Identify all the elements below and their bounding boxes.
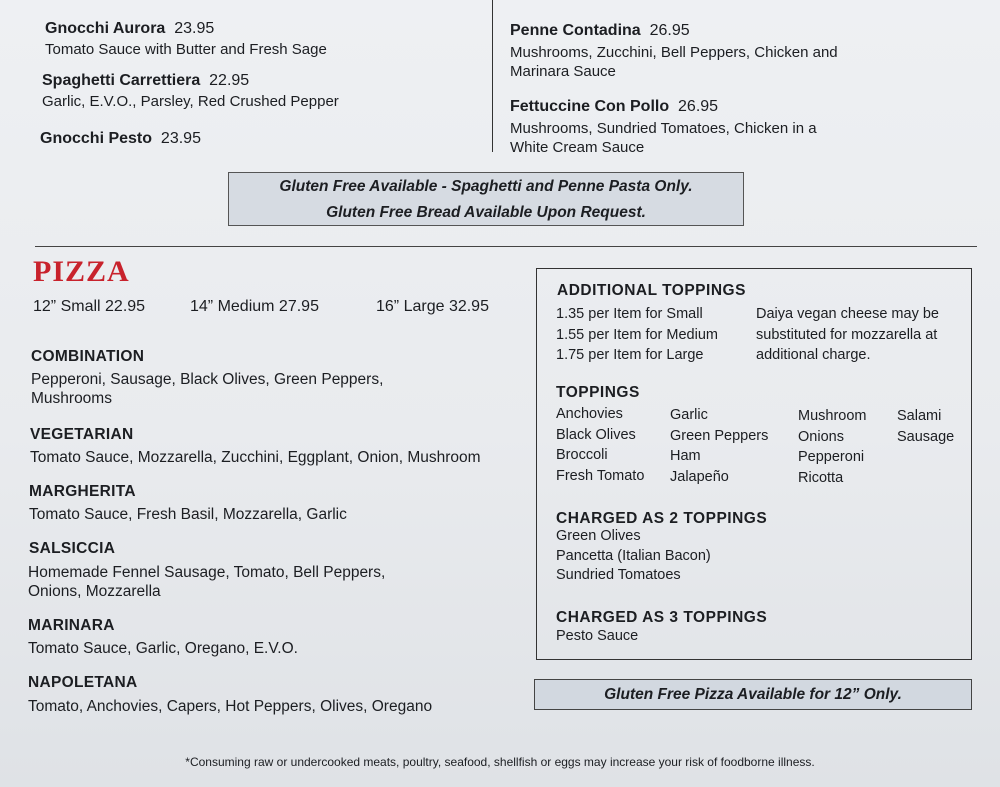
desc-line: Tomato Sauce, Fresh Basil, Mozzarella, Garlic [29,506,347,523]
note-line: additional charge. [756,347,871,363]
charged-3-list [556,626,638,647]
item-name: Fettuccine Con Pollo [510,98,670,115]
topping-item: Pesto Sauce [556,628,639,644]
pizza-section-title: PIZZA [33,255,130,288]
item-price: 22.95 [209,72,250,89]
size-large: 16” Large 32.95 [376,298,489,315]
pizza-name-salsiccia: SALSICCIA [29,540,116,557]
topping-item: Onions [798,428,844,445]
item-name: Gnocchi Aurora [45,20,166,37]
toppings-col-4 [897,406,954,447]
size-medium: 14” Medium 27.95 [190,298,319,315]
toppings-title: TOPPINGS [556,384,640,401]
charged-2-list [556,527,711,586]
daiya-note [756,304,939,366]
pizza-name-napoletana: NAPOLETANA [28,674,138,691]
item-price: 23.95 [160,130,201,147]
desc-line: Mushrooms [31,390,112,407]
topping-prices [556,304,718,366]
pizza-name-combination: COMBINATION [31,348,145,365]
topping-item: Anchovies [556,406,623,422]
toppings-col-2 [670,405,768,487]
price-line: 1.55 per Item for Medium [556,326,718,343]
topping-item: Sundried Tomatoes [556,567,681,583]
topping-item: Jalapeño [670,468,729,485]
topping-item: Green Olives [556,528,641,544]
pizza-desc-combination [31,370,501,408]
pasta-item-gnocchi-pesto [40,130,201,148]
topping-item: Sausage [897,428,955,445]
desc-line: Pepperoni, Sausage, Black Olives, Green Peppers, [31,371,384,388]
item-name: Penne Contadina [510,22,641,39]
pizza-desc-vegetarian [30,448,500,467]
item-desc-line: Mushrooms, Sundried Tomatoes, Chicken in a [510,120,817,137]
topping-item: Pancetta (Italian Bacon) [556,547,711,564]
item-price: 26.95 [678,98,719,115]
section-divider [35,246,977,247]
toppings-col-3 [798,406,867,488]
note-line: Daiya vegan cheese may be [756,306,939,322]
topping-item: Garlic [670,407,708,423]
topping-item: Ham [670,448,701,464]
item-desc-line: Mushrooms, Zucchini, Bell Peppers, Chicken and [510,44,838,61]
desc-line: Onions, Mozzarella [28,583,161,600]
item-desc-line: Marinara Sauce [510,63,616,80]
pasta-item-penne-contadina [510,22,838,81]
price-line: 1.75 per Item for Large [556,347,704,363]
topping-item: Green Peppers [670,427,769,444]
topping-item: Mushroom [798,408,867,424]
topping-item: Fresh Tomato [556,467,645,484]
item-desc: Garlic, E.V.O., Parsley, Red Crushed Pepper [42,93,339,110]
desc-line: Homemade Fennel Sausage, Tomato, Bell Peppers, [28,564,386,581]
pizza-name-margherita: MARGHERITA [29,483,136,500]
item-desc-line: White Cream Sauce [510,139,645,156]
pizza-desc-margherita [29,505,499,524]
desc-line: Tomato Sauce, Mozzarella, Zucchini, Eggplant, Onion, Mushroom [30,449,481,466]
charged-2-title: CHARGED AS 2 TOPPINGS [556,510,768,527]
pizza-name-marinara: MARINARA [28,617,115,634]
pizza-desc-salsiccia [28,563,498,601]
gluten-free-pasta-notice [228,172,744,226]
pasta-item-spaghetti-carrettiera [42,72,339,111]
gluten-free-line-1: Gluten Free Available - Spaghetti and Penne Pasta Only. [279,178,693,195]
item-name: Spaghetti Carrettiera [42,72,201,89]
pizza-name-vegetarian: VEGETARIAN [30,426,134,443]
column-divider [492,0,493,152]
pasta-item-fettuccine-con-pollo [510,98,817,157]
topping-item: Salami [897,408,942,424]
foodborne-illness-footnote: *Consuming raw or undercooked meats, poultry, seafood, shellfish or eggs may increase your risk of foodborne illness. [185,755,815,769]
topping-item: Black Olives [556,426,636,443]
cutoff-text-left [46,0,50,6]
item-name: Gnocchi Pesto [40,130,153,147]
gluten-free-line-2: Gluten Free Bread Available Upon Request. [326,204,646,221]
toppings-col-1 [556,404,644,486]
size-small: 12” Small 22.95 [33,298,146,315]
gluten-free-pizza-notice: Gluten Free Pizza Available for 12” Only. [534,679,972,710]
additional-toppings-title: ADDITIONAL TOPPINGS [557,282,746,299]
note-line: substituted for mozzarella at [756,326,938,343]
item-desc: Tomato Sauce with Butter and Fresh Sage [45,41,327,58]
pasta-item-gnocchi-aurora [45,20,327,59]
desc-line: Tomato Sauce, Garlic, Oregano, E.V.O. [28,640,298,657]
item-price: 26.95 [649,22,690,39]
pizza-desc-marinara [28,639,498,658]
charged-3-title: CHARGED AS 3 TOPPINGS [556,609,768,626]
pizza-desc-napoletana [28,697,498,716]
desc-line: Tomato, Anchovies, Capers, Hot Peppers, Olives, Oregano [28,698,433,715]
topping-item: Broccoli [556,447,608,463]
topping-item: Ricotta [798,469,844,486]
item-price: 23.95 [174,20,215,37]
price-line: 1.35 per Item for Small [556,306,703,322]
topping-item: Pepperoni [798,449,865,465]
